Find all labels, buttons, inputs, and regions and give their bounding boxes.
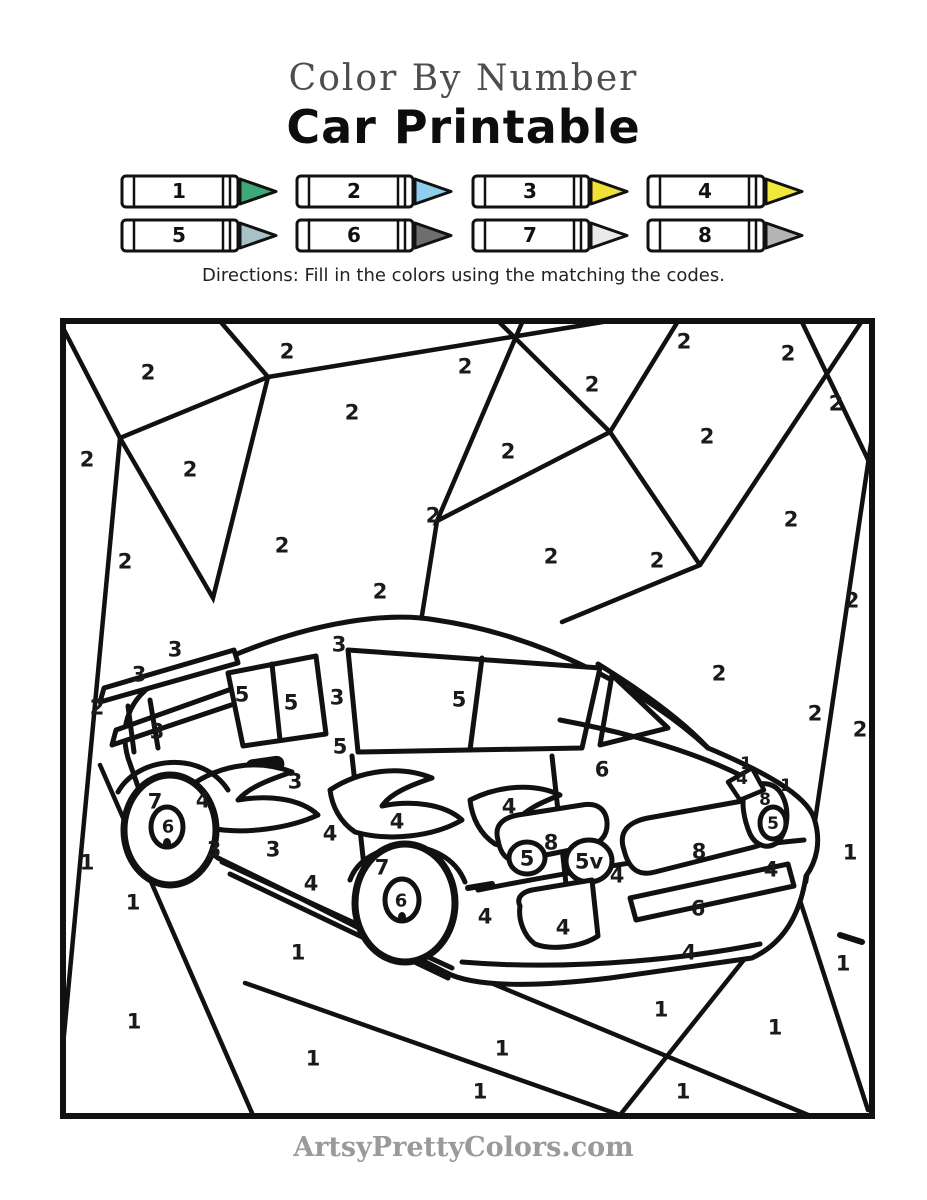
crayon-7 — [470, 217, 630, 255]
crayon-number: 1 — [171, 178, 186, 203]
crayon-color-legend — [119, 173, 809, 255]
page-subtitle: Car Printable — [286, 100, 641, 154]
region-label-1: 1 — [305, 1046, 321, 1071]
region-label-5v: 5v — [574, 849, 604, 874]
region-label-4: 4 — [303, 871, 319, 896]
region-label-1: 1 — [653, 997, 669, 1022]
region-label-5: 5 — [451, 687, 467, 712]
region-label-4: 4 — [609, 863, 625, 888]
directions-text: Directions: Fill in the colors using the matching the codes. — [202, 264, 725, 286]
region-label-2: 2 — [699, 424, 715, 449]
crayon-tip — [591, 179, 627, 204]
crayon-6 — [294, 217, 454, 255]
region-label-5: 5 — [767, 814, 779, 835]
region-label-4: 4 — [322, 821, 338, 846]
region-label-3: 3 — [329, 685, 345, 710]
region-label-2: 2 — [783, 507, 799, 532]
crayon-1 — [119, 173, 279, 211]
crayon-number: 4 — [698, 178, 712, 203]
region-label-2: 2 — [852, 717, 868, 742]
region-label-1: 1 — [767, 1015, 783, 1040]
crayon-number: 8 — [698, 222, 712, 247]
region-label-3: 3 — [149, 719, 165, 744]
crayon-tip — [766, 179, 802, 204]
crayon-3 — [470, 173, 630, 211]
crayon-8 — [645, 217, 805, 255]
region-label-2: 2 — [828, 391, 844, 416]
region-label-6: 6 — [690, 896, 706, 921]
crayon-tip — [240, 223, 276, 248]
region-label-5: 5 — [283, 690, 299, 715]
region-label-2: 2 — [425, 503, 441, 528]
region-label-3: 3 — [265, 837, 281, 862]
region-label-4: 4 — [477, 904, 493, 929]
region-label-1: 1 — [126, 1009, 142, 1034]
region-label-2: 2 — [274, 533, 290, 558]
region-label-2: 2 — [649, 548, 665, 573]
region-label-2: 2 — [676, 329, 692, 354]
region-label-4: 4 — [763, 857, 779, 882]
region-label-1: 1 — [472, 1079, 488, 1104]
region-label-1: 1 — [290, 940, 306, 965]
region-label-5: 5 — [234, 682, 250, 707]
region-label-2: 2 — [344, 400, 360, 425]
region-label-8: 8 — [759, 790, 771, 811]
region-label-6: 6 — [394, 890, 408, 912]
region-label-1: 1 — [835, 951, 851, 976]
region-label-2: 2 — [140, 360, 156, 385]
region-label-4: 4 — [555, 915, 571, 940]
region-label-2: 2 — [844, 588, 860, 613]
region-label-5: 5 — [519, 846, 535, 871]
region-label-2: 2 — [279, 339, 295, 364]
crayon-number: 3 — [522, 178, 537, 203]
region-label-3: 3 — [206, 837, 222, 862]
crayon-tip — [415, 179, 451, 204]
region-label-4: 4 — [389, 809, 405, 834]
crayon-5 — [119, 217, 279, 255]
crayon-tip — [415, 223, 451, 248]
region-label-2: 2 — [807, 701, 823, 726]
region-label-2: 2 — [117, 549, 133, 574]
region-label-1: 1 — [125, 890, 141, 915]
coloring-canvas — [60, 318, 875, 1119]
crayon-number: 6 — [347, 222, 361, 247]
region-label-1: 1 — [79, 850, 95, 875]
region-label-2: 2 — [372, 579, 388, 604]
region-label-3: 3 — [131, 662, 147, 687]
region-label-6: 6 — [161, 816, 175, 838]
region-label-2: 2 — [457, 354, 473, 379]
region-label-8: 8 — [691, 839, 707, 864]
region-label-5: 5 — [332, 734, 348, 759]
region-label-1: 1 — [494, 1036, 510, 1061]
region-label-2: 2 — [182, 457, 198, 482]
region-label-3: 3 — [167, 637, 183, 662]
region-label-2: 2 — [79, 447, 95, 472]
region-label-6: 6 — [594, 757, 610, 782]
region-label-4: 4 — [195, 788, 211, 813]
region-label-2: 2 — [500, 439, 516, 464]
crayon-2 — [294, 173, 454, 211]
crayon-number: 7 — [522, 222, 537, 247]
crayon-tip — [591, 223, 627, 248]
crayon-tip — [766, 223, 802, 248]
region-label-7: 7 — [147, 789, 163, 814]
region-label-2: 2 — [89, 695, 105, 720]
region-label-3: 3 — [331, 632, 347, 657]
region-label-8: 8 — [543, 830, 559, 855]
region-label-4: 4 — [501, 794, 517, 819]
coloring-picture — [60, 318, 875, 1119]
crayon-number: 5 — [171, 222, 186, 247]
region-label-2: 2 — [780, 341, 796, 366]
region-label-2: 2 — [711, 661, 727, 686]
region-label-1: 1 — [740, 754, 752, 775]
region-label-1: 1 — [842, 840, 858, 865]
car-drawing — [100, 617, 862, 984]
crayon-tip — [240, 179, 276, 204]
region-label-4: 4 — [736, 769, 748, 790]
crayon-4 — [645, 173, 805, 211]
crayon-number: 2 — [347, 178, 361, 203]
region-label-2: 2 — [543, 544, 559, 569]
region-label-3: 3 — [287, 769, 303, 794]
region-label-1: 1 — [675, 1079, 691, 1104]
page-title: Color By Number — [288, 58, 639, 99]
footer-site-name: ArtsyPrettyColors.com — [293, 1132, 634, 1163]
region-label-7: 7 — [374, 855, 390, 880]
region-label-1: 1 — [780, 776, 792, 797]
region-label-4: 4 — [681, 940, 697, 965]
region-label-2: 2 — [584, 372, 600, 397]
